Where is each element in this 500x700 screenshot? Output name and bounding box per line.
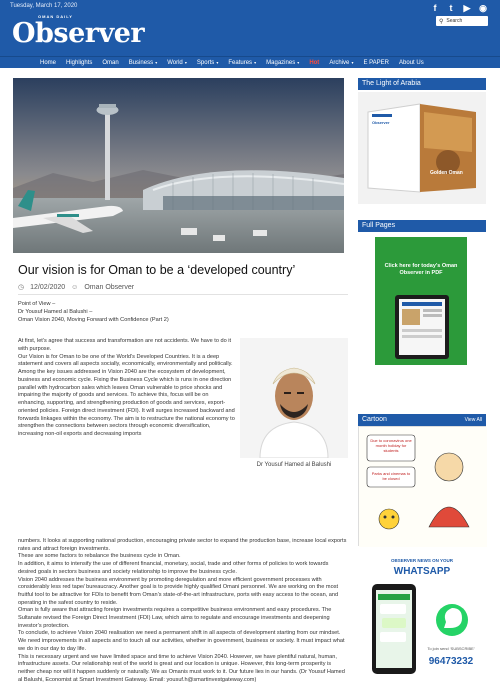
- article-body-full: numbers. It looks at supporting national production, encouraging private sector to expand the production base, increase local exports rates and attract foreign investments. These are some factors to rebalance the business cycle in Oman. In addition, it aims to intensify the use of different financial, monetary, social, trade and other forms of policies to work towards desired goals in sectors business and society relationship to improve the business cycle. Vision 2040 addresses the business environment by promoting deregulation and more efficient government processes with considerably less red tape/ bureaucracy. Another goal is to provide highly qualified Omani personnel. We are working on the most fruitful tool to be attractive for FDIs to benefit from Oman’s state-of-the-art infrastructure, ports with easy access to the ocean, and operating in the safest country to reside. Oman is fully aware that attracting foreign investments requires a competitive business environment and easy procedures. The Sultanate revised the Foreign Direct Investment (FDI) Law, which aims to regulate and encourage investments and deepening investor’s protection. To conclude, to achieve Vision 2040 realisation we need a permanent shift in all aspects of development starting from our mindset. We need improvements in all aspects and to touch all our activities, whether in government, business or society. It must impact what we do in our day to day life. This is necessary urgent and we have limited space and time to achieve Vision 2040. However, we have plentiful natural, human, infrastructure assets. Our relationship rest of the world is great and our location is unique. However, this long-term prosperity is neither cheap nor will it happen suddenly or naturally. We as Omanis must work to it. Our future lies in our hands. (Dr Yousuf Hamed al Balushi, Economist at Smart Investment Gateway. Email: yousuf.h@smartinvestgateway.com): [18, 538, 347, 683]
- book-title: Golden Oman: [430, 170, 463, 176]
- cartoon-title: Cartoon: [362, 416, 387, 423]
- site-header: [0, 0, 500, 56]
- view-all-link[interactable]: View All: [464, 417, 482, 423]
- rss-icon[interactable]: ◉: [479, 3, 487, 13]
- phone-illustration: [358, 550, 486, 695]
- cartoon-bubble-2: Parks and cinemas to be closed: [371, 471, 411, 481]
- intro-line: Dr Yousuf Hamed al Balushi –: [18, 309, 93, 315]
- sidebar-heading-light: [358, 78, 486, 90]
- photo-caption: Dr Yousuf Hamed al Balushi: [256, 462, 332, 468]
- twitter-icon[interactable]: t: [449, 3, 453, 13]
- main-nav: [0, 56, 500, 68]
- youtube-icon[interactable]: ▶: [463, 3, 471, 13]
- whatsapp-promo[interactable]: [358, 550, 486, 695]
- nav-item-label: World: [167, 59, 183, 66]
- chevron-down-icon: ▾: [253, 59, 257, 65]
- nav-item-label: Highlights: [66, 59, 93, 66]
- site-logo[interactable]: Observer: [12, 18, 145, 49]
- cartoon-panel[interactable]: [358, 426, 486, 546]
- pages-promo-text: Click here for today’s Oman Observer in PDF: [384, 263, 458, 276]
- airport-illustration: [13, 78, 344, 253]
- nav-item-sports[interactable]: [197, 60, 218, 66]
- full-pages-promo[interactable]: [375, 237, 467, 365]
- nav-item-label: Magazines: [266, 59, 296, 66]
- author-portrait: [240, 338, 348, 458]
- book-illustration: [358, 92, 486, 204]
- whatsapp-line1: OBSERVER NEWS ON YOUR: [390, 558, 454, 563]
- search-input[interactable]: [436, 16, 488, 26]
- article-body-top: At first, let’s agree that success and transformation are not accidents. We have to do it with purpose. Our Vision is for Oman to be one of the World’s Developed Countries. It is a deep statement and covers all aspects socially, economically, environmentally and politically. Among the key issues addressed in Vision 2040 are the ecosystem of development, business and economic cycle. Fixing the Business Cycle which is runs in one direction parallel with hydrocarbon sales which leaves Oman vulnerable to price shocks and impairing the majority of goods and services. To achieve this, focus will be on enhancing, supporting, and strengthening production of goods and services, export-oriented policies. Foreign direct investment (FDI). It will surges increased backward and forwards linkages within the economy. The aim is to restructure the national economy to strengthen the connections between sectors through economic diversification, increasing non-oil exports and decreasing imports: [18, 338, 235, 437]
- light-title: The Light of Arabia: [362, 80, 421, 87]
- nav-item-label: Archive: [329, 59, 350, 66]
- nav-item-label: Home: [40, 59, 57, 66]
- author-photo: [240, 338, 348, 458]
- nav-item-label: Sports: [196, 59, 215, 66]
- search-label: Search: [446, 18, 463, 24]
- hero-image: [13, 78, 344, 253]
- chevron-down-icon: ▾: [215, 59, 219, 65]
- nav-item-archive[interactable]: [329, 60, 353, 66]
- article-intro: [18, 300, 348, 324]
- chevron-down-icon: ▾: [350, 59, 354, 65]
- cartoon-bubble-1: Due to coronavirus one month holiday for students: [370, 438, 412, 453]
- light-of-arabia-promo[interactable]: [358, 92, 486, 204]
- nav-item-highlights[interactable]: [66, 60, 92, 66]
- search-icon: ⚲: [439, 18, 444, 25]
- header-date: Tuesday, March 17, 2020: [10, 3, 78, 9]
- article-meta: [18, 283, 134, 291]
- nav-item-magazines[interactable]: [266, 60, 299, 66]
- pages-title: Full Pages: [362, 222, 396, 229]
- nav-item-oman[interactable]: [102, 60, 118, 66]
- sidebar-heading-cartoon: [358, 414, 486, 426]
- whatsapp-sub: To join send ‘SUBSCRIBE’: [427, 646, 475, 651]
- sidebar-heading-pages: [358, 220, 486, 232]
- author-icon: ☺: [71, 283, 79, 291]
- chevron-down-icon: ▾: [183, 59, 187, 65]
- nav-item-label: About Us: [399, 59, 424, 66]
- chevron-down-icon: ▾: [296, 59, 300, 65]
- calendar-icon: ◷: [18, 284, 25, 291]
- intro-line: Oman Vision 2040, Moving Forward with Confidence (Part 2): [18, 317, 169, 323]
- nav-item-label: Features: [228, 59, 253, 66]
- facebook-icon[interactable]: f: [433, 3, 437, 13]
- nav-item-home[interactable]: [40, 60, 56, 66]
- article-title: Our vision is for Oman to be a ‘developed country’: [18, 263, 296, 277]
- whatsapp-number[interactable]: 96473232: [428, 656, 474, 667]
- nav-item-world[interactable]: [167, 60, 187, 66]
- nav-item-about-us[interactable]: [399, 60, 424, 66]
- social-links: [430, 3, 488, 13]
- nav-item-label: Business: [128, 59, 154, 66]
- nav-item-label: Oman: [102, 59, 119, 66]
- nav-item-label: E PAPER: [363, 59, 390, 66]
- article-date: 12/02/2020: [30, 283, 66, 291]
- nav-item-label: Hot: [309, 59, 320, 66]
- nav-item-e-paper[interactable]: [363, 60, 389, 66]
- intro-line: Point of View –: [18, 301, 56, 307]
- oman-daily-tag: OMAN DAILY: [38, 14, 73, 19]
- article-author[interactable]: Oman Observer: [84, 283, 135, 291]
- chevron-down-icon: ▾: [154, 59, 158, 65]
- title-divider: [18, 294, 348, 295]
- whatsapp-title: WHATSAPP: [393, 566, 451, 577]
- tablet-illustration: [375, 237, 467, 365]
- nav-item-business[interactable]: [129, 60, 157, 66]
- nav-item-hot[interactable]: [309, 60, 319, 66]
- book-label: Observer: [372, 120, 390, 125]
- nav-item-features[interactable]: [228, 60, 256, 66]
